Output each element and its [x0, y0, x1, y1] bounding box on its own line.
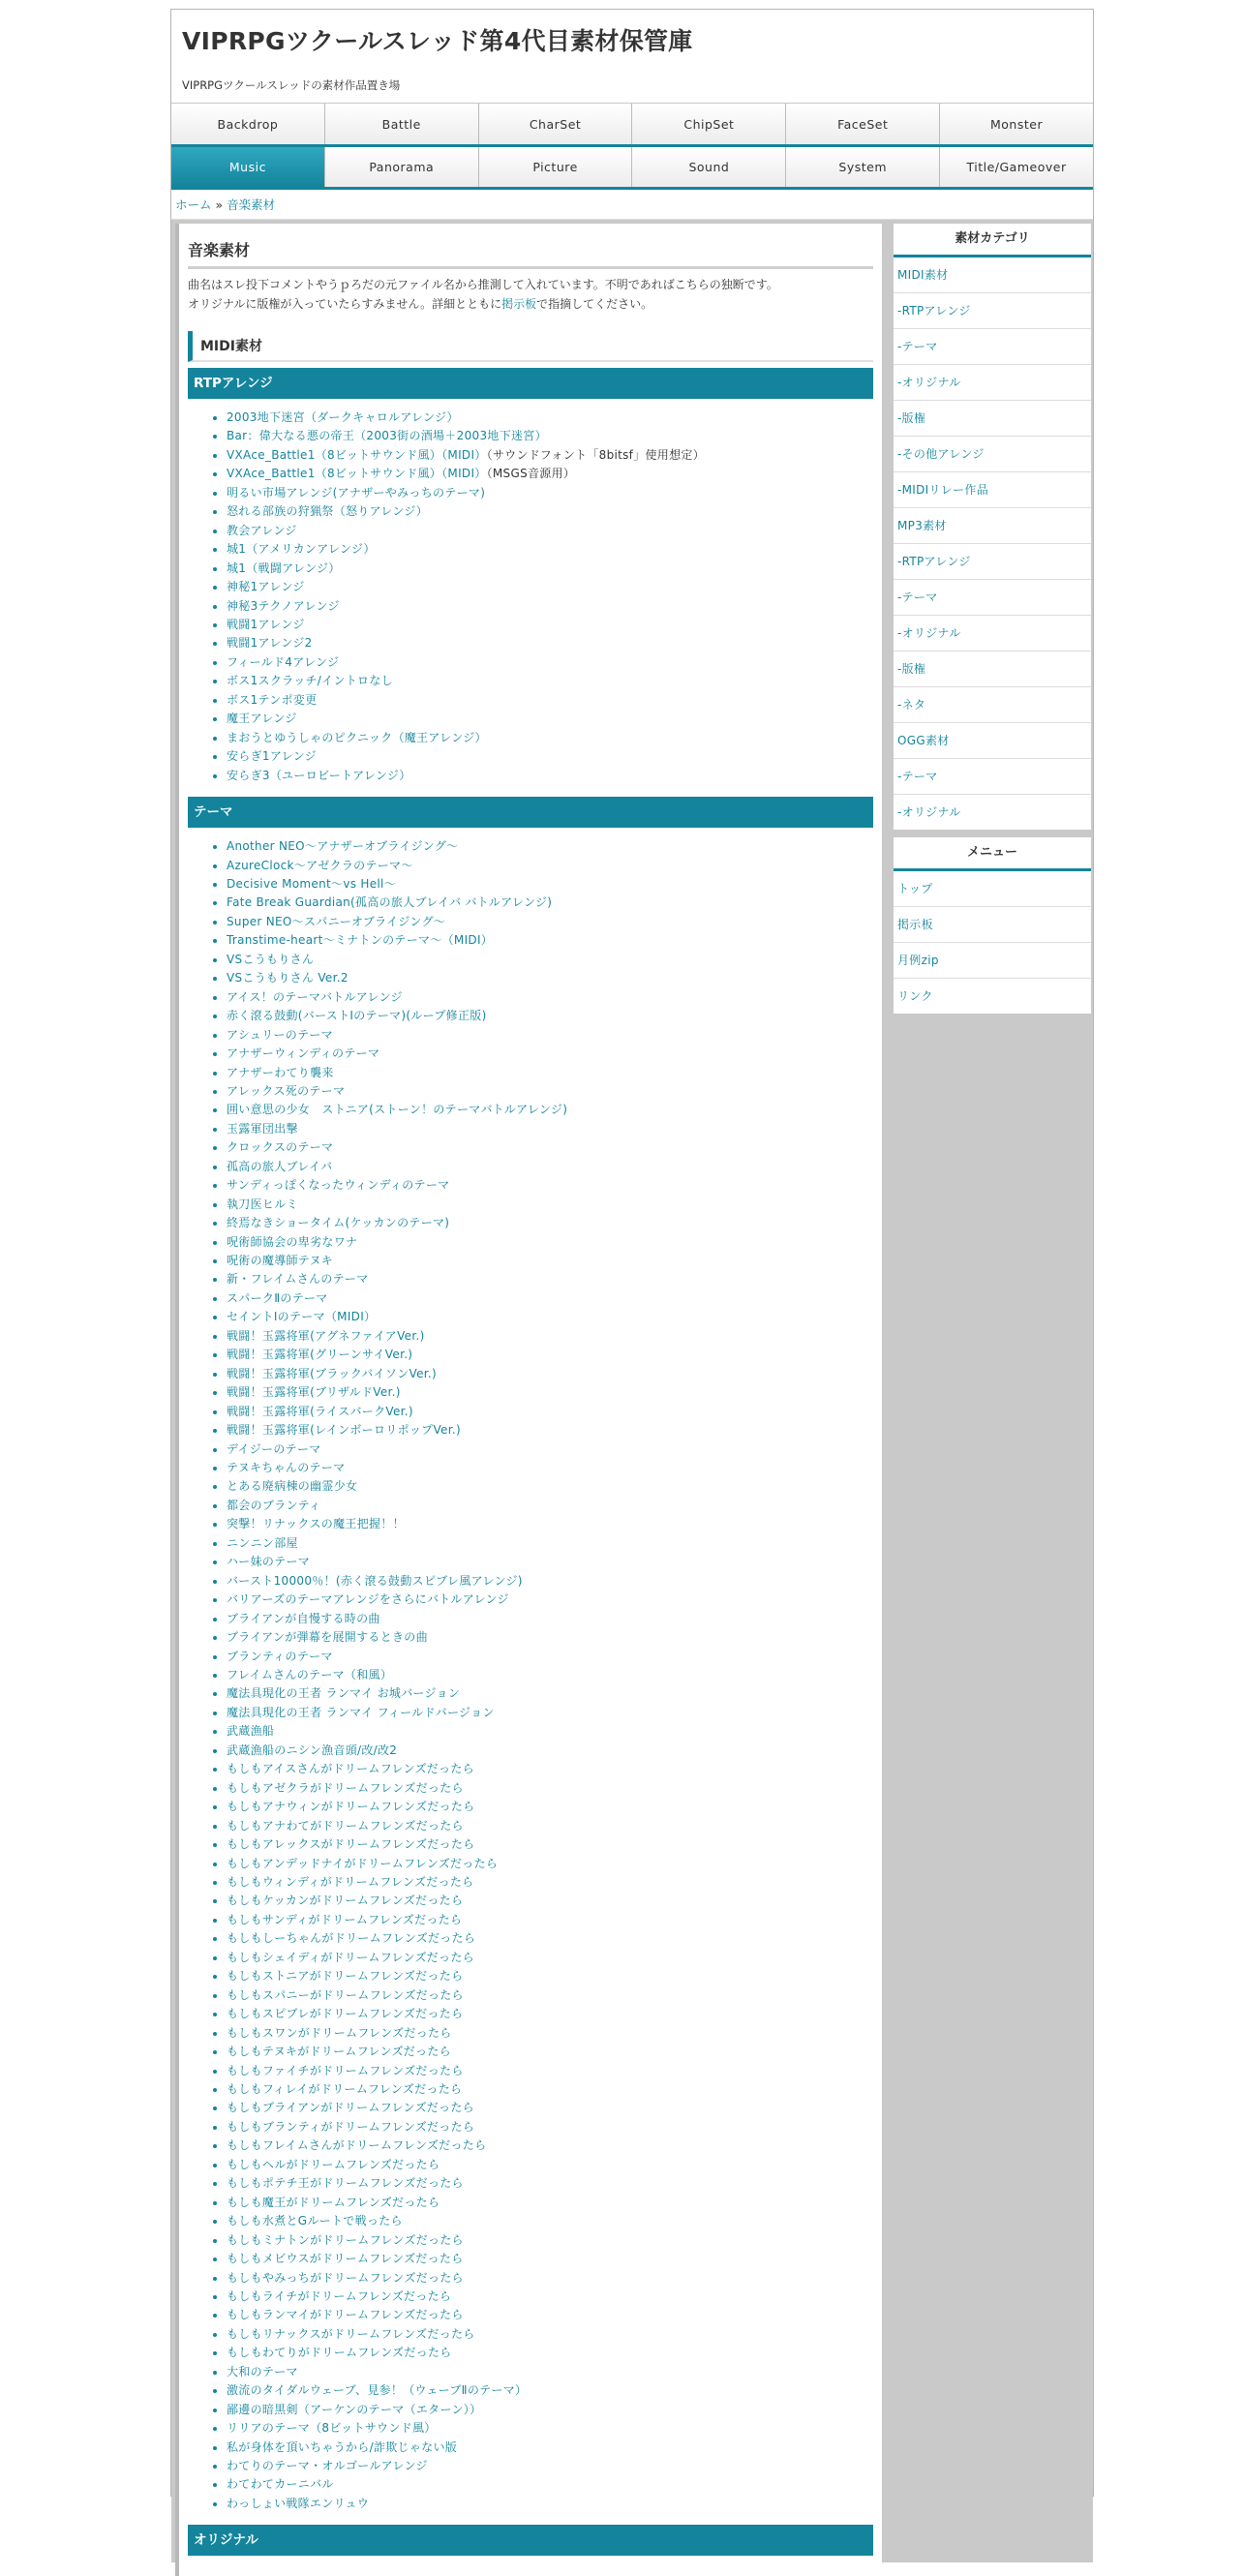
- track-link[interactable]: 大和のテーマ: [227, 2364, 298, 2379]
- sidebar-menu-link[interactable]: 掲示板: [894, 907, 1091, 943]
- track-link[interactable]: わてわてカーニバル: [227, 2477, 334, 2492]
- track-item: [227, 1383, 873, 1402]
- track-item: [227, 2325, 873, 2344]
- track-item: [227, 1684, 873, 1703]
- sidebar-category-link[interactable]: -テーマ: [894, 580, 1091, 616]
- track-item: [227, 2269, 873, 2288]
- track-item: [227, 2174, 873, 2193]
- track-item: [227, 1873, 873, 1892]
- content-wrap: [171, 220, 1093, 2562]
- nav-row-2: [171, 147, 1093, 190]
- track-item: [227, 767, 873, 785]
- track-link[interactable]: 城1（アメリカンアレンジ）: [227, 542, 376, 557]
- track-item: [227, 672, 873, 690]
- sidebar: [894, 220, 1091, 1014]
- track-item: [227, 1817, 873, 1835]
- track-link[interactable]: もしもファイチがドリームフレンズだったら: [227, 2063, 464, 2077]
- track-item: [227, 1742, 873, 1760]
- track-link[interactable]: セイントⅠのテーマ（MIDI）: [227, 1310, 377, 1324]
- track-link[interactable]: Fate Break Guardian(孤高の旅人ブレイバ バトルアレンジ): [227, 895, 553, 910]
- track-item: [227, 484, 873, 502]
- track-link[interactable]: 激流のタイダルウェーブ、見参！（ウェーブⅡのテーマ）: [227, 2383, 528, 2398]
- nav-item-picture[interactable]: Picture: [479, 147, 633, 187]
- track-item: [227, 2401, 873, 2419]
- track-item: [227, 2457, 873, 2475]
- intro-line-2: [188, 294, 873, 314]
- track-item: [227, 1591, 873, 1609]
- track-item: [227, 2062, 873, 2080]
- track-item: [227, 913, 873, 931]
- intro-line-2-a: オリジナルに版権が入っていたらすみません。詳細とともに: [188, 297, 502, 311]
- sidebar-category-link[interactable]: -オリジナル: [894, 365, 1091, 401]
- track-link[interactable]: 怒れる部族の狩猟祭（怒りアレンジ）: [227, 504, 429, 519]
- track-list: [188, 837, 873, 2513]
- track-link[interactable]: 呪術師協会の卑劣なワナ: [227, 1234, 358, 1249]
- track-link[interactable]: 安らぎ1アレンジ: [227, 749, 317, 764]
- track-link[interactable]: 教会アレンジ: [227, 523, 297, 537]
- track-link[interactable]: もしもケッカンがドリームフレンズだったら: [227, 1894, 464, 1908]
- track-item: [227, 1477, 873, 1496]
- track-link[interactable]: 戦闘1アレンジ: [227, 617, 305, 631]
- nav-row-1: [171, 104, 1093, 147]
- track-link[interactable]: 孤高の旅人ブレイバ: [227, 1159, 333, 1173]
- sidebar-category-link[interactable]: -オリジナル: [897, 805, 961, 819]
- track-item: [227, 1779, 873, 1798]
- track-link[interactable]: VSこうもりさん Ver.2: [227, 971, 349, 985]
- breadcrumb-separator: »: [215, 197, 224, 212]
- sidebar-menu-link[interactable]: トップ: [894, 871, 1091, 907]
- track-item: [227, 1270, 873, 1288]
- track-note: （サウンドフォント「8bitsf」使用想定）: [486, 447, 706, 462]
- page-title: 音楽素材: [188, 238, 873, 269]
- track-link[interactable]: 魔法具現化の王者 ランマイ お城バージョン: [227, 1686, 461, 1701]
- site-title[interactable]: VIPRPGツクールスレッド第4代目素材保管庫: [182, 27, 693, 55]
- track-link[interactable]: 都会のブランティ: [227, 1498, 321, 1512]
- track-item: [227, 560, 873, 578]
- breadcrumb-home-link[interactable]: ホーム: [175, 197, 212, 212]
- track-link[interactable]: Super NEO～スパニーオブライジング～: [227, 914, 446, 928]
- sidebar-category-link[interactable]: -オリジナル: [894, 616, 1091, 652]
- track-link[interactable]: VXAce_Battle1（8ビットサウンド風）（MIDI）: [227, 447, 487, 462]
- track-item: [227, 1967, 873, 1985]
- track-link[interactable]: ハー妹のテーマ: [227, 1555, 311, 1569]
- track-item: [227, 2250, 873, 2268]
- track-item: [227, 2080, 873, 2099]
- track-link[interactable]: もしもアゼクラがドリームフレンズだったら: [227, 1780, 464, 1795]
- menu-links: [894, 871, 1091, 1014]
- track-link[interactable]: VSこうもりさん: [227, 952, 315, 966]
- track-link[interactable]: 戦闘！玉露将軍(ライスバークVer.): [227, 1404, 413, 1418]
- track-item: [227, 1120, 873, 1138]
- track-link[interactable]: バースト10000％！(赤く滾る鼓動スピブレ風アレンジ): [227, 1573, 523, 1588]
- track-link[interactable]: テヌキちゃんのテーマ: [227, 1461, 346, 1475]
- track-link[interactable]: もしもフレイムさんがドリームフレンズだったら: [227, 2138, 487, 2153]
- track-link[interactable]: もしもポテチ王がドリームフレンズだったら: [227, 2176, 464, 2191]
- track-item: [227, 857, 873, 875]
- track-item: [227, 1026, 873, 1045]
- track-link[interactable]: もしもアナわてがドリームフレンズだったら: [227, 1818, 464, 1833]
- track-link[interactable]: ニンニン部屋: [227, 1535, 298, 1550]
- track-note: （MSGS音源用）: [486, 467, 576, 481]
- track-item: [227, 653, 873, 672]
- track-item: [227, 2231, 873, 2250]
- track-link[interactable]: 新・フレイムさんのテーマ: [227, 1272, 369, 1287]
- track-item: [227, 1628, 873, 1647]
- track-item: [227, 747, 873, 766]
- track-link[interactable]: VXAce_Battle1（8ビットサウンド風）（MIDI）: [227, 467, 487, 481]
- sidebar-category-link[interactable]: -テーマ: [894, 759, 1091, 795]
- track-item: [227, 1421, 873, 1440]
- track-link[interactable]: Another NEO～アナザーオブライジング～: [227, 839, 459, 854]
- track-item: [227, 1892, 873, 1910]
- track-item: [227, 1082, 873, 1101]
- track-link[interactable]: もしもリナックスがドリームフレンズだったら: [227, 2326, 475, 2341]
- track-item: [227, 2344, 873, 2362]
- sidebar-category-link[interactable]: -MIDIリレー作品: [894, 472, 1091, 508]
- track-item: [227, 710, 873, 728]
- nav-item-monster[interactable]: Monster: [940, 104, 1093, 144]
- track-item: [227, 522, 873, 540]
- track-item: [227, 1233, 873, 1252]
- sidebar-menu-link[interactable]: リンク: [897, 989, 933, 1003]
- track-link[interactable]: クロックスのテーマ: [227, 1140, 334, 1155]
- main-content: [175, 224, 882, 2576]
- track-item: [227, 1158, 873, 1176]
- track-link[interactable]: もしもシェイディがドリームフレンズだったら: [227, 1950, 474, 1964]
- track-item: [227, 1252, 873, 1270]
- track-item: [227, 837, 873, 856]
- track-item: [227, 597, 873, 616]
- site-header: [171, 10, 1093, 104]
- track-item: [227, 1045, 873, 1063]
- track-link[interactable]: Transtime-heart～ミナトンのテーマ～（MIDI）: [227, 933, 494, 948]
- track-link[interactable]: 赤く滾る鼓動(バーストⅠのテーマ)(ループ修正版): [227, 1009, 487, 1023]
- track-item: [227, 1929, 873, 1948]
- track-link[interactable]: 城1（戦闘アレンジ）: [227, 561, 341, 575]
- track-item: [227, 2099, 873, 2117]
- track-item: [227, 1138, 873, 1157]
- site-description: VIPRPGツクールスレッドの素材作品置き場: [182, 78, 401, 92]
- track-link[interactable]: ブライアンが弾幕を展開するときの曲: [227, 1630, 428, 1645]
- track-link[interactable]: 戦闘1アレンジ2: [227, 636, 313, 651]
- track-item: [227, 894, 873, 912]
- sidebar-category-link[interactable]: MIDI素材: [894, 258, 1091, 293]
- category-box: [894, 224, 1091, 830]
- track-item: [227, 1440, 873, 1459]
- track-link[interactable]: もしもスワンがドリームフレンズだったら: [227, 2025, 452, 2040]
- track-link[interactable]: 武蔵漁船: [227, 1724, 275, 1739]
- track-item: [227, 1403, 873, 1421]
- track-item: [227, 2005, 873, 2023]
- nav-item-system[interactable]: System: [786, 147, 940, 187]
- track-link[interactable]: もしもサンディがドリームフレンズだったら: [227, 1912, 463, 1926]
- breadcrumb: [171, 190, 1093, 220]
- track-item: [227, 634, 873, 652]
- track-item: [227, 409, 873, 427]
- track-link[interactable]: サンディっぽくなったウィンディのテーマ: [227, 1178, 450, 1193]
- track-item: [227, 427, 873, 445]
- track-link[interactable]: もしもしーちゃんがドリームフレンズだったら: [227, 1931, 476, 1946]
- track-link[interactable]: 安らぎ3（ユーロビートアレンジ）: [227, 768, 411, 782]
- track-link[interactable]: もしもアレックスがドリームフレンズだったら: [227, 1837, 475, 1852]
- track-item: [227, 691, 873, 710]
- nav-item-title-gameover[interactable]: Title/Gameover: [940, 147, 1093, 187]
- track-link[interactable]: 執刀医ヒルミ: [227, 1197, 298, 1211]
- category-links: [894, 258, 1091, 830]
- track-item: [227, 446, 873, 465]
- track-link[interactable]: アナザーウィンディのテーマ: [227, 1046, 380, 1061]
- track-item: [227, 2043, 873, 2061]
- track-link[interactable]: アナザーわてり襲来: [227, 1065, 334, 1079]
- track-item: [227, 2475, 873, 2494]
- sidebar-category-link[interactable]: -テーマ: [894, 329, 1091, 365]
- track-item: [227, 1346, 873, 1364]
- track-item: [227, 729, 873, 747]
- track-link[interactable]: 終焉なきショータイム(ケッカンのテーマ): [227, 1216, 450, 1230]
- nav-item-chipset[interactable]: ChipSet: [632, 104, 786, 144]
- track-item: [227, 1515, 873, 1533]
- track-item: [227, 2363, 873, 2381]
- track-item: [227, 1722, 873, 1741]
- intro-line-1: 曲名はスレ投下コメントやうｐろだの元ファイル名から推測して入れています。不明であればこちらの独断です。: [188, 278, 778, 291]
- track-link[interactable]: わっしょい戦隊エンリュウ: [227, 2496, 370, 2510]
- track-item: [227, 1327, 873, 1346]
- intro-text: [188, 275, 873, 314]
- sidebar-category-link[interactable]: -版権: [894, 401, 1091, 437]
- track-item: [227, 2118, 873, 2137]
- track-item: [227, 951, 873, 969]
- track-link[interactable]: 囲い意思の少女 ストニア(ストーン！のテーマバトルアレンジ): [227, 1103, 568, 1117]
- track-link[interactable]: アレックス死のテーマ: [227, 1083, 346, 1098]
- sidebar-menu-link[interactable]: 月例zip: [894, 943, 1091, 979]
- track-link[interactable]: 2003地下迷宮（ダークキャロルアレンジ）: [227, 410, 459, 424]
- track-link[interactable]: フィールド4アレンジ: [227, 654, 340, 669]
- track-link[interactable]: ブライアンが自慢する時の曲: [227, 1611, 380, 1625]
- track-link[interactable]: もしも水煮とGルートで戦ったら: [227, 2214, 403, 2228]
- sidebar-category-link[interactable]: -版権: [894, 652, 1091, 687]
- track-link[interactable]: バリアーズのテーマアレンジをさらにバトルアレンジ: [227, 1592, 509, 1607]
- breadcrumb-current-link[interactable]: 音楽素材: [227, 197, 276, 212]
- track-item: [227, 2137, 873, 2155]
- track-link[interactable]: AzureClock～アゼクラのテーマ～: [227, 858, 413, 872]
- track-item: [227, 2381, 873, 2400]
- track-item: [227, 931, 873, 950]
- track-item: [227, 1553, 873, 1571]
- track-link[interactable]: デイジーのテーマ: [227, 1441, 321, 1456]
- track-link[interactable]: リリアのテーマ（8ビットサウンド風）: [227, 2421, 437, 2436]
- sidebar-category-link[interactable]: -RTPアレンジ: [894, 293, 1091, 329]
- track-link[interactable]: 戦闘！玉露将軍(グリーンサイVer.): [227, 1348, 413, 1362]
- track-link[interactable]: もしもテヌキがドリームフレンズだったら: [227, 2045, 451, 2059]
- track-item: [227, 2306, 873, 2324]
- track-item: [227, 2194, 873, 2212]
- track-link[interactable]: もしもアイスさんがドリームフレンズだったら: [227, 1762, 474, 1776]
- track-item: [227, 1101, 873, 1119]
- menu-box-title: メニュー: [894, 837, 1091, 871]
- track-item: [227, 1610, 873, 1628]
- track-link[interactable]: ボス1スクラッチ/イントロなし: [227, 674, 393, 688]
- track-item: [227, 1176, 873, 1195]
- track-link[interactable]: 神秘3テクノアレンジ: [227, 598, 340, 613]
- track-link[interactable]: もしもわてりがドリームフレンズだったら: [227, 2346, 452, 2360]
- track-link[interactable]: 戦闘！玉露将軍(アグネファイアVer.): [227, 1328, 425, 1343]
- track-item: [227, 2439, 873, 2457]
- track-item: [227, 969, 873, 987]
- track-item: [227, 1648, 873, 1666]
- track-item: [227, 1497, 873, 1515]
- track-link[interactable]: もしもウィンディがドリームフレンズだったら: [227, 1874, 474, 1889]
- track-link[interactable]: もしもスパニーがドリームフレンズだったら: [227, 1987, 464, 2002]
- track-link[interactable]: 戦闘！玉露将軍(レインボーロリポップVer.): [227, 1423, 461, 1438]
- category-header: オリジナル: [188, 2525, 873, 2556]
- track-link[interactable]: Decisive Moment～vs Hell～: [227, 876, 396, 891]
- category-list: [188, 368, 873, 2556]
- track-item: [227, 1798, 873, 1816]
- track-item: [227, 1986, 873, 2005]
- track-list: [188, 409, 873, 785]
- menu-box: [894, 837, 1091, 1014]
- track-link[interactable]: 私が身体を頂いちゃうから/詐欺じゃない版: [227, 2440, 458, 2454]
- track-item: [227, 2024, 873, 2043]
- track-link[interactable]: わてりのテーマ・オルゴールアレンジ: [227, 2459, 428, 2473]
- sidebar-category-link[interactable]: OGG素材: [894, 723, 1091, 759]
- track-link[interactable]: 呪術の魔導師テヌキ: [227, 1254, 334, 1268]
- track-link[interactable]: もしもランマイがドリームフレンズだったら: [227, 2308, 464, 2322]
- track-item: [227, 1289, 873, 1308]
- sidebar-category-link[interactable]: -ネタ: [894, 687, 1091, 723]
- track-link[interactable]: ブランティのテーマ: [227, 1649, 333, 1663]
- track-link[interactable]: スパークⅡのテーマ: [227, 1290, 328, 1305]
- track-link[interactable]: もしも魔王がドリームフレンズだったら: [227, 2195, 440, 2209]
- track-link[interactable]: 鄙邊の暗黒剣（アーケンのテーマ（エターン））: [227, 2402, 482, 2416]
- track-item: [227, 875, 873, 894]
- nav-item-panorama[interactable]: Panorama: [325, 147, 479, 187]
- track-item: [227, 1704, 873, 1722]
- bbs-link[interactable]: 掲示板: [501, 297, 537, 311]
- track-link[interactable]: もしもフィレイがドリームフレンズだったら: [227, 2081, 463, 2096]
- track-item: [227, 2288, 873, 2306]
- track-item: [227, 1064, 873, 1082]
- track-item: [227, 2419, 873, 2438]
- track-item: [227, 1835, 873, 1854]
- track-link[interactable]: 戦闘！玉露将軍(ブリザルドVer.): [227, 1385, 401, 1400]
- category-box-title: 素材カテゴリ: [894, 224, 1091, 258]
- track-item: [227, 1365, 873, 1383]
- sidebar-category-link[interactable]: -RTPアレンジ: [894, 544, 1091, 580]
- track-link[interactable]: 突撃！リナックスの魔王把握！！: [227, 1517, 405, 1531]
- track-link[interactable]: 魔王アレンジ: [227, 712, 297, 726]
- track-item: [227, 1534, 873, 1553]
- track-link[interactable]: もしもブライアンがドリームフレンズだったら: [227, 2101, 474, 2115]
- track-link[interactable]: もしもやみっちがドリームフレンズだったら: [227, 2270, 464, 2285]
- track-link[interactable]: もしもアナウィンがドリームフレンズだったら: [227, 1800, 475, 1814]
- track-link[interactable]: フレイムさんのテーマ（和風）: [227, 1668, 393, 1682]
- midi-section-heading: MIDI素材: [188, 331, 873, 362]
- track-item: [227, 1911, 873, 1929]
- nav-item-battle[interactable]: Battle: [325, 104, 479, 144]
- track-link[interactable]: アシュリーのテーマ: [227, 1027, 333, 1042]
- track-item: [227, 1007, 873, 1025]
- track-link[interactable]: Bar：偉大なる悪の帝王（2003街の酒場＋2003地下迷宮）: [227, 429, 547, 443]
- track-link[interactable]: 明るい市場アレンジ(アナザーやみっちのテーマ): [227, 485, 486, 500]
- track-link[interactable]: もしもミナトンがドリームフレンズだったら: [227, 2232, 464, 2247]
- track-item: [227, 502, 873, 521]
- track-link[interactable]: もしもライチがドリームフレンズだったら: [227, 2288, 452, 2303]
- intro-line-2-b: で指摘してください。: [536, 297, 653, 311]
- track-item: [227, 2156, 873, 2174]
- track-link[interactable]: 魔法具現化の王者 ランマイ フィールドバージョン: [227, 1705, 495, 1719]
- track-link[interactable]: もしもアンデッドナイがドリームフレンズだったら: [227, 1856, 499, 1870]
- track-item: [227, 1196, 873, 1214]
- track-item: [227, 2212, 873, 2230]
- sidebar-category-link[interactable]: -その他アレンジ: [894, 437, 1091, 472]
- track-item: [227, 1855, 873, 1873]
- nav-item-sound[interactable]: Sound: [632, 147, 786, 187]
- sidebar-category-link[interactable]: MP3素材: [894, 508, 1091, 544]
- track-link[interactable]: 武蔵漁船のニシン漁音頭/改/改2: [227, 1743, 398, 1757]
- nav-item-charset[interactable]: CharSet: [479, 104, 633, 144]
- nav-item-backdrop[interactable]: Backdrop: [171, 104, 325, 144]
- track-link[interactable]: もしもブランティがドリームフレンズだったら: [227, 2119, 475, 2134]
- track-link[interactable]: 神秘1アレンジ: [227, 580, 305, 594]
- track-link[interactable]: もしもスピブレがドリームフレンズだったら: [227, 2007, 464, 2021]
- track-link[interactable]: ボス1テンポ変更: [227, 692, 318, 707]
- category-header: RTPアレンジ: [188, 368, 873, 399]
- page: [170, 9, 1094, 2549]
- track-item: [227, 616, 873, 634]
- track-item: [227, 988, 873, 1007]
- track-link[interactable]: もしもストニアがドリームフレンズだったら: [227, 1969, 464, 1984]
- track-item: [227, 2495, 873, 2513]
- track-item: [227, 1572, 873, 1591]
- track-link[interactable]: もしもメビウスがドリームフレンズだったら: [227, 2252, 464, 2266]
- category-header: テーマ: [188, 797, 873, 828]
- track-link[interactable]: 戦闘！玉露将軍(ブラックバイソンVer.): [227, 1366, 438, 1380]
- track-item: [227, 1214, 873, 1232]
- nav-item-music[interactable]: Music: [171, 147, 325, 187]
- track-link[interactable]: 玉露軍団出撃: [227, 1121, 298, 1136]
- track-item: [227, 1308, 873, 1326]
- track-link[interactable]: とある廃病棟の幽霊少女: [227, 1479, 358, 1494]
- track-item: [227, 465, 873, 483]
- track-item: [227, 1459, 873, 1477]
- track-item: [227, 540, 873, 559]
- track-item: [227, 1949, 873, 1967]
- track-item: [227, 578, 873, 596]
- track-link[interactable]: まおうとゆうしゃのピクニック（魔王アレンジ）: [227, 730, 487, 744]
- track-link[interactable]: もしもヘルがドリームフレンズだったら: [227, 2157, 440, 2171]
- track-link[interactable]: アイス！のテーマバトルアレンジ: [227, 989, 403, 1004]
- track-item: [227, 1760, 873, 1778]
- track-item: [227, 1666, 873, 1684]
- nav-item-faceset[interactable]: FaceSet: [786, 104, 940, 144]
